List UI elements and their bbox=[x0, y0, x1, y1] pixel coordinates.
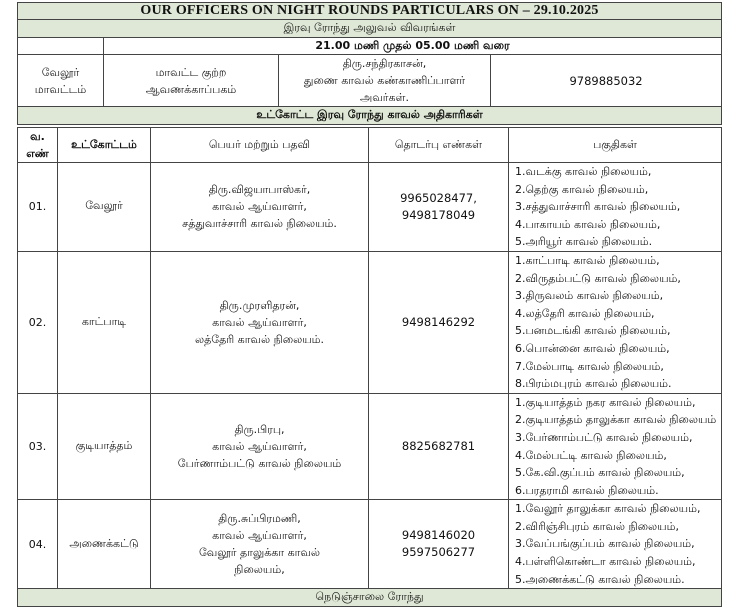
area-item: 6.பொன்னை காவல் நிலையம், bbox=[515, 341, 670, 355]
column-name-designation: பெயர் மற்றும் பதவி bbox=[151, 128, 369, 163]
column-contact: தொடர்பு எண்கள் bbox=[369, 128, 509, 163]
row-officer bbox=[151, 393, 369, 500]
area-item: 2.விரிஞ்சிபுரம் காவல் நிலையம், bbox=[515, 519, 679, 533]
phone-number: 8825682781 bbox=[401, 439, 476, 453]
table-row bbox=[18, 163, 722, 252]
area-item: 3.சத்துவாச்சாரி காவல் நிலையம், bbox=[515, 200, 681, 214]
row-areas bbox=[509, 500, 722, 589]
table-header-row bbox=[18, 128, 722, 163]
row-phones bbox=[369, 393, 509, 500]
district-unit-line1: மாவட்ட குற்ற bbox=[155, 65, 227, 79]
row-areas bbox=[509, 163, 722, 252]
area-item: 6.பரதராமி காவல் நிலையம். bbox=[515, 483, 659, 497]
district-unit bbox=[104, 55, 279, 107]
officer-line: பேர்ணாம்பட்டு காவல் நிலையம் bbox=[177, 457, 342, 470]
area-item: 7.மேல்பாடி காவல் நிலையம், bbox=[515, 359, 664, 373]
district-officer-line2: துணை காவல் கண்காணிப்பாளர் bbox=[303, 74, 466, 87]
area-item: 5.அரியூர் காவல் நிலையம். bbox=[515, 235, 653, 249]
officer-line: லத்தேரி காவல் நிலையம். bbox=[194, 332, 325, 346]
table-row bbox=[18, 251, 722, 393]
officer-line: திரு.சுப்பிரமணி, bbox=[218, 512, 301, 526]
column-areas: பகுதிகள் bbox=[509, 128, 722, 163]
area-item: 5.அணைக்கட்டு காவல் நிலையம். bbox=[515, 572, 685, 586]
row-serial: 01. bbox=[18, 163, 58, 252]
area-item: 3.திருவலம் காவல் நிலையம், bbox=[515, 289, 664, 303]
officer-line: திரு.பிரபு, bbox=[234, 423, 285, 436]
area-item: 2.விருதம்பட்டு காவல் நிலையம், bbox=[515, 271, 681, 285]
officer-line: காவல் ஆய்வாளர், bbox=[212, 440, 307, 453]
row-phones bbox=[369, 500, 509, 589]
row-phones bbox=[369, 251, 509, 393]
row-areas bbox=[509, 393, 722, 500]
officer-line: வேலூர் தாலுக்கா காவல் bbox=[198, 546, 321, 560]
officer-line: காவல் ஆய்வாளர், bbox=[212, 200, 307, 214]
officer-line: காவல் ஆய்வாளர், bbox=[212, 529, 307, 543]
column-subdivision: உட்கோட்டம் bbox=[58, 128, 151, 163]
officer-line: சத்துவாச்சாரி காவல் நிலையம். bbox=[182, 217, 337, 231]
area-item: 1.காட்பாடி காவல் நிலையம், bbox=[515, 253, 660, 267]
district-phone: 9789885032 bbox=[491, 55, 722, 107]
area-item: 4.மேல்பட்டி காவல் நிலையம், bbox=[515, 448, 667, 462]
column-serial-line1: வ. bbox=[30, 130, 45, 143]
table-row bbox=[18, 393, 722, 500]
district-name-line2: மாவட்டம் bbox=[34, 82, 87, 96]
area-item: 5.கே.வி.குப்பம் காவல் நிலையம், bbox=[515, 466, 685, 480]
row-phones bbox=[369, 163, 509, 252]
area-item: 4.பாகாயம் காவல் நிலையம், bbox=[515, 217, 661, 231]
column-serial bbox=[18, 128, 58, 163]
district-officer-line1: திரு.சந்திரகாசன், bbox=[342, 57, 427, 70]
row-subdivision: குடியாத்தம் bbox=[58, 393, 151, 500]
area-item: 3.வேப்பங்குப்பம் காவல் நிலையம், bbox=[515, 537, 695, 551]
row-subdivision: வேலூர் bbox=[58, 163, 151, 252]
area-item: 3.பேர்ணாம்பட்டு காவல் நிலையம், bbox=[515, 430, 693, 444]
area-item: 4.பள்ளிகொண்டா காவல் நிலையம், bbox=[515, 555, 696, 569]
phone-number: 9597506277 bbox=[401, 545, 476, 560]
row-serial: 03. bbox=[18, 393, 58, 500]
row-officer bbox=[151, 163, 369, 252]
officer-line: திரு.முரளிதரன், bbox=[219, 298, 300, 312]
district-unit-line2: ஆவணக்காப்பகம் bbox=[145, 82, 237, 96]
row-areas bbox=[509, 251, 722, 393]
row-officer bbox=[151, 500, 369, 589]
district-name bbox=[18, 55, 104, 107]
area-item: 5.பனமடங்கி காவல் நிலையம், bbox=[515, 324, 671, 338]
area-item: 1.வடக்கு காவல் நிலையம், bbox=[515, 165, 652, 178]
report-subtitle: இரவு ரோந்து அலுவல் விவரங்கள் bbox=[18, 20, 722, 38]
officer-line: நிலையம், bbox=[234, 563, 285, 577]
officer-line: காவல் ஆய்வாளர், bbox=[212, 315, 307, 329]
area-item: 8.பிரம்மபுரம் காவல் நிலையம். bbox=[515, 377, 672, 391]
column-serial-line2: எண் bbox=[26, 147, 49, 160]
district-officer bbox=[279, 55, 491, 107]
highway-patrol-section: நெடுஞ்சாலை ரோந்து bbox=[18, 589, 722, 607]
section-title: உட்கோட்ட இரவு ரோந்து காவல் அதிகாரிகள் bbox=[18, 107, 722, 125]
district-officer-line3: அவர்கள். bbox=[360, 91, 409, 104]
area-item: 2.தெற்கு காவல் நிலையம், bbox=[515, 182, 649, 196]
table-row bbox=[18, 500, 722, 589]
row-serial: 04. bbox=[18, 500, 58, 589]
header-table bbox=[17, 2, 722, 125]
area-item: 1.வேலூர் தாலுக்கா காவல் நிலையம், bbox=[515, 502, 701, 516]
officers-table bbox=[17, 127, 722, 607]
row-officer bbox=[151, 251, 369, 393]
district-name-line1: வேலூர் bbox=[41, 65, 80, 79]
time-range: 21.00 மணி முதல் 05.00 மணி வரை bbox=[104, 38, 722, 55]
phone-number: 9965028477, bbox=[400, 190, 477, 205]
row-serial: 02. bbox=[18, 251, 58, 393]
row-subdivision: காட்பாடி bbox=[58, 251, 151, 393]
phone-number: 9498146292 bbox=[401, 314, 476, 329]
area-item: 4.லத்தேரி காவல் நிலையம், bbox=[515, 306, 655, 320]
officer-line: திரு.விஜயாபாஸ்கர், bbox=[208, 183, 311, 197]
phone-number: 9498146020 bbox=[401, 528, 476, 543]
report-title: OUR OFFICERS ON NIGHT ROUNDS PARTICULARS ON – 29.10.2025 bbox=[18, 3, 722, 20]
row-subdivision: அணைக்கட்டு bbox=[58, 500, 151, 589]
area-item: 1.குடியாத்தம் நகர காவல் நிலையம், bbox=[515, 395, 696, 409]
area-item: 2.குடியாத்தம் தாலுக்கா காவல் நிலையம் bbox=[515, 413, 717, 427]
phone-number: 9498178049 bbox=[401, 207, 476, 222]
